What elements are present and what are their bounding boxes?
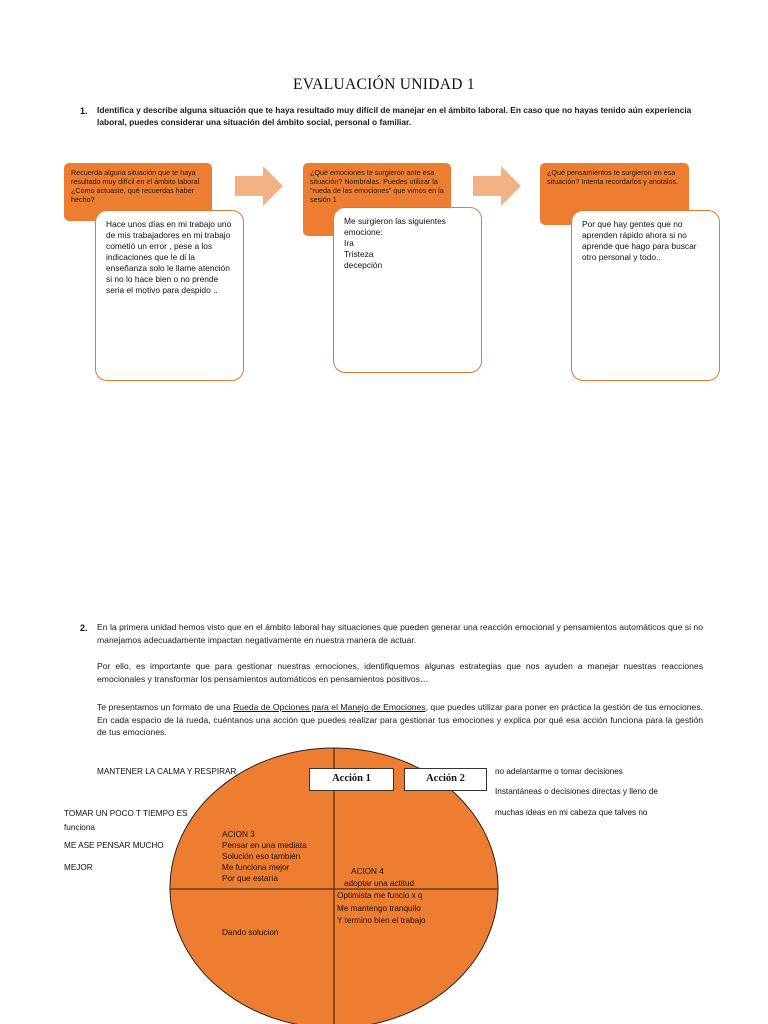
paragraph-3-lead: Te presentamos un formato de una bbox=[97, 702, 234, 712]
prompt-situation-text: Recuerda alguna situación que te haya resultado muy difícil en el ámbito laboral ¿Como actuaste, qué recuerdas haber hecho? bbox=[71, 168, 200, 204]
accion-3-line: Solución eso también bbox=[222, 852, 301, 861]
answer-emotions-line: Me surgieron las siguientes emocione: bbox=[344, 216, 446, 237]
accion-4-title: ACION 4 bbox=[351, 867, 384, 876]
accion-4-text bbox=[344, 878, 414, 891]
question-2-paragraph-2: Por ello, es importante que para gestionar nuestras emociones, identifiquemos algunas estrategias que nos ayuden a manejar nuestras reacciones emocionales y transformar los pensamientos automáticos en pensamientos positivos… bbox=[97, 661, 703, 684]
answer-box-emotions[interactable] bbox=[333, 207, 482, 373]
paragraph-3-rest: , que puedes utilizar para poner en práctica la gestión de tus emociones. En cada espacio de la rueda, cuéntanos una acción que puedes realizar para gestionar tus emociones y explica por qué esa acción funciona para la gestión de tus emociones. bbox=[97, 702, 703, 737]
question-2-number: 2. bbox=[80, 623, 88, 633]
left-note-line: MEJOR bbox=[64, 863, 93, 872]
prompt-emotions-text: ¿Qué emociones te surgieron ante esa situación? Nombralas. Puedes utilizar la "rueda de las emociones" que vimos en la sesión 1 bbox=[310, 168, 444, 204]
accion-2-text-line: Instantáneas o decisiones directas y lleno de bbox=[495, 787, 658, 796]
arrow-right-icon bbox=[473, 166, 521, 206]
accion-3-text bbox=[222, 829, 307, 884]
accion-3-line: ACION 3 bbox=[222, 830, 255, 839]
question-2-paragraph-3 bbox=[97, 701, 703, 739]
accion-4-line: Me mantengo tranquilo bbox=[337, 903, 421, 913]
accion-2-text-line: muchas ideas en mi cabeza que talves no bbox=[495, 808, 648, 817]
accion-4-line: Optimista me funcio x q bbox=[337, 891, 423, 900]
left-note-line: ME ASE PENSAR MUCHO bbox=[64, 841, 164, 850]
accion-1-label: Acción 1 bbox=[309, 768, 394, 791]
question-1-text: Identifica y describe alguna situación que te haya resultado muy difícil de manejar en el ámbito laboral. En caso que no hayas tenido aún experiencia laboral, puedes considerar una situación del ámbito social, personal o familiar. bbox=[97, 105, 692, 127]
accion-3-line: Me funciona mejor bbox=[222, 863, 290, 872]
accion-4-line: Y termino bien el trabajo bbox=[337, 916, 426, 925]
accion-2-text-line: no adelantarme o tomar decisiones bbox=[495, 767, 623, 776]
arrow-right-icon bbox=[235, 166, 283, 206]
prompt-thoughts-text: ¿Qué pensamientos te surgieron en esa situación? Intenta recordarlos y anotalos. bbox=[547, 168, 679, 186]
rueda-link[interactable]: Rueda de Opciones para el Manejo de Emociones bbox=[233, 702, 426, 712]
accion-4-line: adoptar una actitud bbox=[344, 879, 415, 888]
accion-3-line: Pensar en una mediata bbox=[222, 841, 307, 850]
answer-box-situation[interactable] bbox=[95, 210, 244, 381]
page-title: EVALUACIÓN UNIDAD 1 bbox=[293, 76, 475, 93]
accion-3-line: Por que estaría bbox=[222, 874, 278, 883]
answer-thoughts-text: Por que hay gentes que no aprenden rápido ahora si no aprende que hago para buscar otro personal y todo.. bbox=[582, 219, 697, 262]
answer-emotions-line: decepción bbox=[344, 260, 383, 270]
question-2-paragraph-1: En la primera unidad hemos visto que en el ámbito laboral hay situaciones que pueden generar una reacción emocional y pensamientos automáticos que si no manejamos adecuadamente impactan negativamente en nuestra manera de actuar. bbox=[97, 622, 703, 645]
accion-2-label: Acción 2 bbox=[404, 768, 487, 791]
accion-4-text-rest bbox=[337, 890, 426, 928]
answer-situation-text: Hace unos días en mi trabajo uno de mis trabajadores en mi trabajo cometió un error , pese a los indicaciones que le di la enseñanza solo le llame atención si no lo hace bien o no prende seria el motivo para despido .. bbox=[106, 219, 232, 295]
answer-emotions-line: Tristeza bbox=[344, 249, 374, 259]
answer-box-thoughts[interactable] bbox=[571, 210, 720, 381]
left-note-line: TOMAR UN POCO T TIEMPO ES bbox=[64, 809, 188, 818]
bottom-left-text: Dando solucion bbox=[222, 928, 279, 937]
left-note-line: funciona bbox=[64, 823, 95, 832]
answer-emotions-line: Ira bbox=[344, 238, 354, 248]
question-1-number: 1. bbox=[80, 106, 88, 116]
accion-1-text: MANTENER LA CALMA Y RESPIRAR bbox=[97, 767, 237, 776]
